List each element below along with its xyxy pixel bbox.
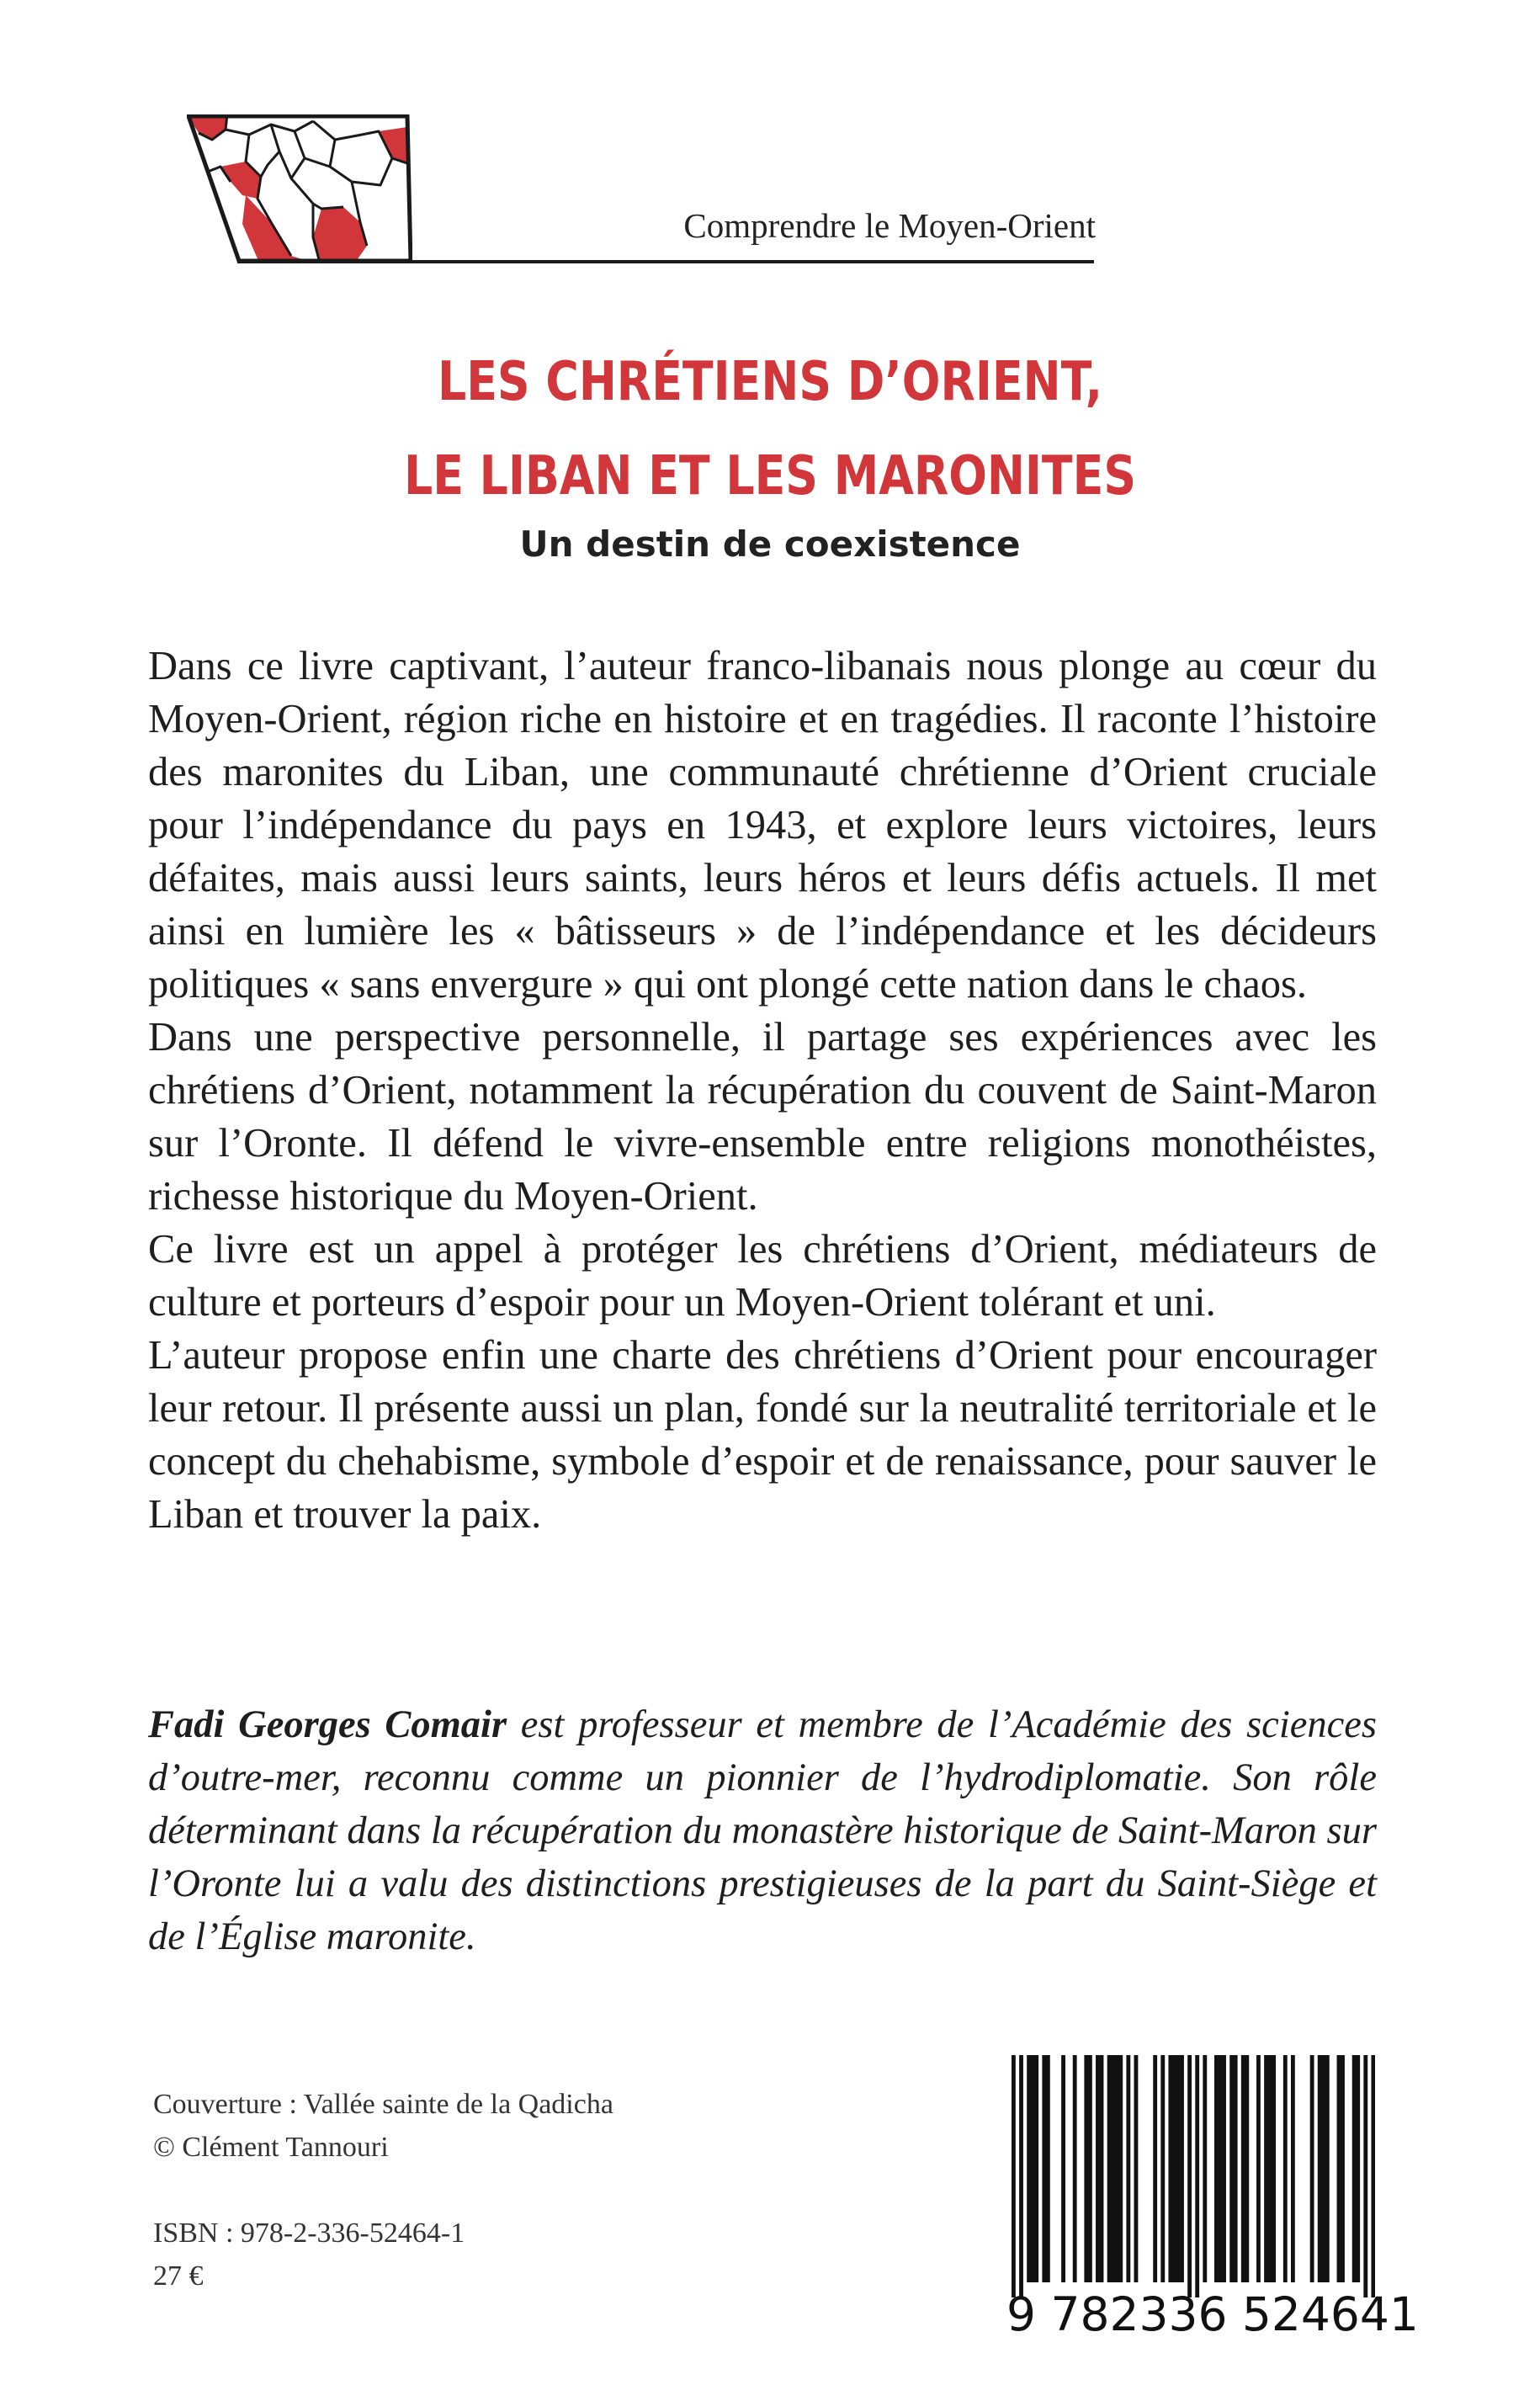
barcode-bar xyxy=(1107,2055,1112,2282)
barcode-bar xyxy=(1073,2055,1077,2282)
barcode-bar xyxy=(1214,2055,1219,2282)
barcode-bar xyxy=(1363,2055,1367,2297)
barcode-bar xyxy=(1337,2055,1341,2282)
barcode-bar xyxy=(1088,2055,1092,2282)
publication-info xyxy=(153,2212,465,2297)
barcode-bar xyxy=(1371,2055,1375,2297)
book-title-line-2: LE LIBAN ET LES MARONITES xyxy=(403,445,1137,507)
blurb-paragraph: Dans ce livre captivant, l’auteur franco-libanais nous plonge au cœur du Moyen-Orient, région riche en histoire et en tragédies. Il raconte l’histoire des maronites du Liban, une communauté chrétienne d’Orient cruciale pour l’indépendance du pays en 1943, et explore leurs victoires, leurs défaites, mais aussi leurs saints, leurs héros et leurs défis actuels. Il met ainsi en lumière les « bâtisseurs » de l’indépendance et les décideurs politiques « sans envergure » qui ont plongé cette nation dans le chaos. xyxy=(148,644,1377,1007)
barcode-bar xyxy=(1321,2055,1325,2282)
barcode-bar xyxy=(1356,2055,1360,2282)
book-title xyxy=(123,335,1416,523)
barcode-bar xyxy=(1352,2055,1357,2282)
barcode-bar xyxy=(1318,2055,1322,2282)
blurb-paragraph: Ce livre est un appel à protéger les chrétiens d’Orient, médiateurs de culture et porteurs d’espoir pour un Moyen-Orient tolérant et uni. xyxy=(148,1227,1377,1325)
photo-credit-line: © Clément Tannouri xyxy=(153,2132,389,2163)
barcode-bar xyxy=(1115,2055,1119,2282)
barcode-bar xyxy=(1034,2055,1038,2282)
ean13-barcode-icon xyxy=(1012,2055,1375,2297)
barcode-bar xyxy=(1012,2055,1016,2297)
barcode-bar xyxy=(1168,2055,1172,2282)
barcode-bar xyxy=(1176,2055,1181,2282)
barcode-bar xyxy=(1180,2055,1184,2282)
cover-credits xyxy=(153,2083,613,2169)
barcode-bar xyxy=(1272,2055,1276,2282)
barcode-digits: 9 782336 524641 xyxy=(1006,2287,1419,2341)
barcode-bar xyxy=(1268,2055,1272,2282)
price: 27 € xyxy=(153,2260,204,2292)
barcode-bar xyxy=(1084,2055,1088,2282)
cover-credit-line: Couverture : Vallée sainte de la Qadicha xyxy=(153,2089,613,2120)
book-subtitle: Un destin de coexistence xyxy=(519,523,1021,565)
barcode-bar xyxy=(1229,2055,1234,2282)
barcode-bar xyxy=(1310,2055,1314,2282)
barcode-bar xyxy=(1096,2055,1100,2282)
middle-east-map-logo xyxy=(187,114,412,263)
blurb-paragraph: L’auteur propose enfin une charte des chrétiens d’Orient pour encourager leur retour. Il présente aussi un plan, fondé sur la neutralité territoriale et le concept du chehabisme, symbole d’espoir et de renaissance, pour sauver le Liban et trouver la paix. xyxy=(148,1333,1377,1537)
barcode-bar xyxy=(1153,2055,1157,2282)
barcode-bar xyxy=(1160,2055,1165,2282)
series-divider xyxy=(237,260,1094,263)
barcode-bar xyxy=(1061,2055,1065,2282)
blurb xyxy=(148,640,1377,1541)
barcode-bar xyxy=(1325,2055,1330,2282)
barcode-bar xyxy=(1203,2055,1207,2282)
barcode-bar xyxy=(1219,2055,1223,2282)
barcode-bar xyxy=(1111,2055,1115,2282)
barcode-bar xyxy=(1256,2055,1261,2282)
barcode-bar xyxy=(1172,2055,1176,2282)
barcode-bar xyxy=(1341,2055,1345,2282)
barcode-bar xyxy=(1187,2055,1192,2297)
author-name: Fadi Georges Comair xyxy=(148,1703,507,1746)
barcode-bar xyxy=(1241,2055,1245,2282)
barcode-bar xyxy=(1027,2055,1031,2282)
series-name: Comprendre le Moyen-Orient xyxy=(683,206,1096,245)
barcode-bar xyxy=(1046,2055,1050,2282)
barcode-bar xyxy=(1245,2055,1249,2282)
barcode-bar xyxy=(1100,2055,1104,2282)
barcode-bar xyxy=(1042,2055,1046,2282)
barcode-bar xyxy=(1264,2055,1268,2282)
isbn: ISBN : 978-2-336-52464-1 xyxy=(153,2218,465,2249)
barcode-bar xyxy=(1134,2055,1139,2282)
barcode-bar xyxy=(1019,2055,1023,2297)
barcode-bar xyxy=(1291,2055,1295,2282)
barcode-bar xyxy=(1283,2055,1288,2282)
book-title-line-1: LES CHRÉTIENS D’ORIENT, xyxy=(437,351,1103,413)
barcode-bar xyxy=(1195,2055,1199,2297)
barcode-bar xyxy=(1234,2055,1238,2282)
barcode-bar xyxy=(1031,2055,1035,2282)
author-bio xyxy=(148,1698,1377,1963)
barcode-bar xyxy=(1222,2055,1226,2282)
barcode-bar xyxy=(1118,2055,1123,2282)
blurb-paragraph: Dans une perspective personnelle, il partage ses expériences avec les chrétiens d’Orient, notamment la récupération du couvent de Saint-Maron sur l’Oronte. Il défend le vivre-ensemble entre religions monothéistes, richesse historique du Moyen-Orient. xyxy=(148,1015,1377,1219)
author-bio-text: est professeur et membre de l’Académie des sciences d’outre-mer, reconnu comme un pionnier de l’hydrodiplomatie. Son rôle déterminant dans la récupération du monastère historique de Saint-Maron sur l’Oronte lui a valu des distinctions prestigieuses de la part du Saint-Siège et de l’Église maronite. xyxy=(148,1703,1377,1958)
barcode-bar xyxy=(1126,2055,1130,2282)
